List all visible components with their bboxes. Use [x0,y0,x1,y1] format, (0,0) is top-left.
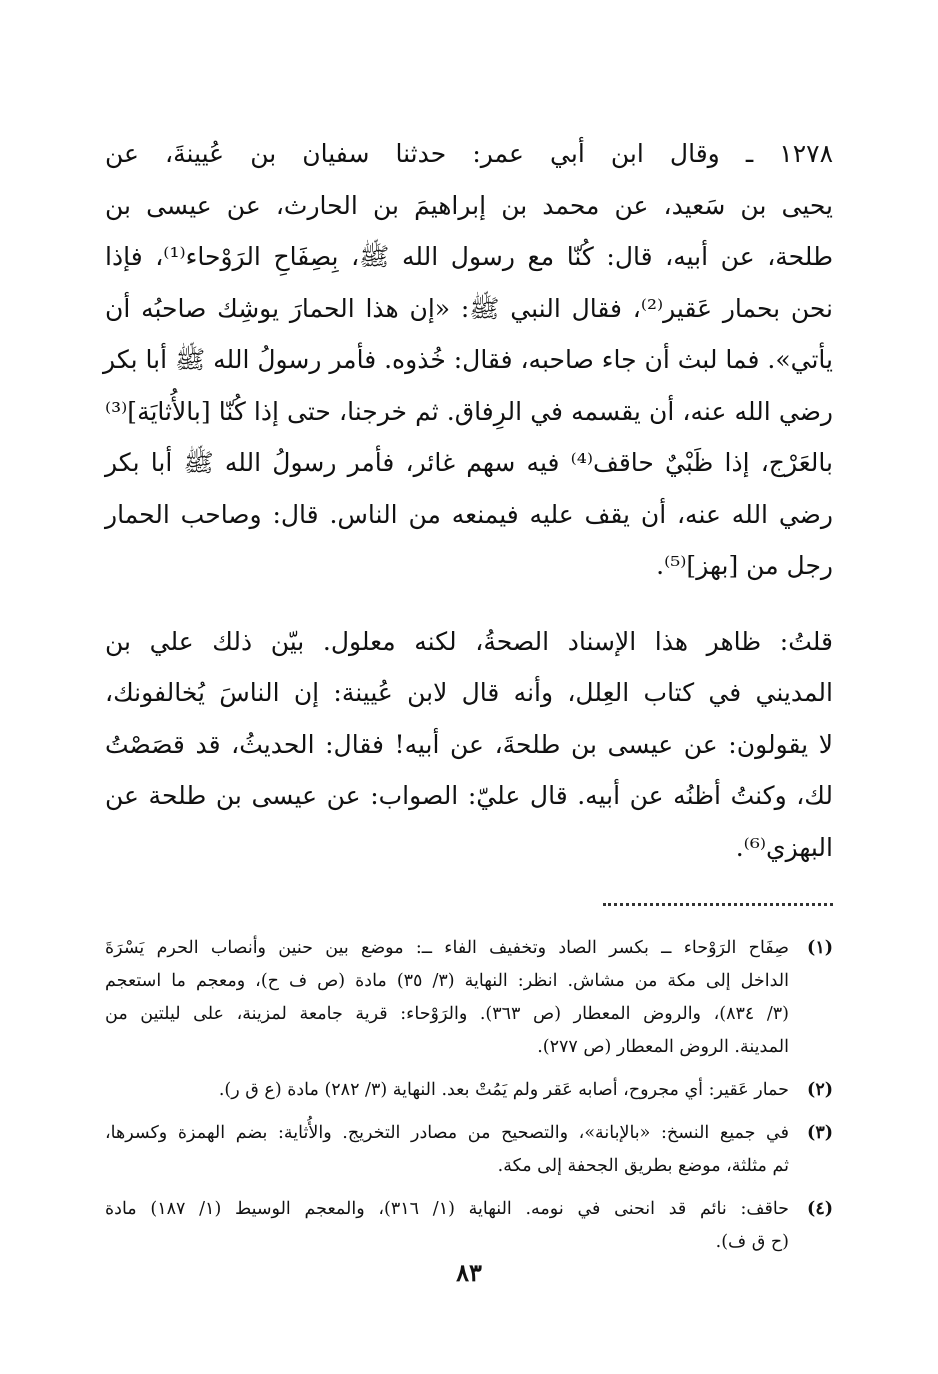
footnote-number: (١) [807,938,833,958]
text-line: البهزي⁽⁶⁾. [735,832,833,862]
text-line: المديني في كتاب العِلل، وأنه قال لابن عُيينة: إن الناسَ يُخالفونك، [105,678,833,707]
text-line: بالعَرْج، إذا ظَبْيٌ حاقف⁽⁴⁾ فيه سهم غائر، فأمر رسولُ الله ﷺ أبا بكر [105,448,833,477]
footnote-number: (٣) [807,1123,833,1143]
footnote-body [105,1193,789,1259]
text-line: يحيى بن سَعيد، عن محمد بن إبراهيمَ بن الحارث، عن عيسى بن [105,190,833,220]
text-line: نحن بحمار عَقير⁽²⁾، فقال النبي ﷺ: «إن هذا الحمارَ يوشِك صاحبُه أن [105,293,833,323]
footnote-1 [105,932,833,1064]
text-line: طلحة، عن أبيه، قال: كُنّا مع رسول الله ﷺ، بِصِفَاحِ الرَوْحاء⁽¹⁾، فإذا [105,242,833,271]
text-line: رضي الله عنه، أن يقف عليه فيمنعه من الناس. قال: وصاحب الحمار [105,499,833,529]
commentary-paragraph [105,616,833,874]
footnote-line: (ح ق ف). [715,1232,789,1252]
text-line: لك، وكنتُ أظنُه عن أبيه. قال عليّ: الصواب: عن عيسى بن طلحة عن [105,781,833,810]
text-line: رضي الله عنه، أن يقسمه في الرِفاق. ثم خرجنا، حتى إذا كُنّا [بالأُثايَة]⁽³⁾ [105,396,833,426]
footnote-3 [105,1117,833,1183]
footnote-body [105,1074,789,1107]
page-number: ٨٣ [456,1258,482,1287]
footnote-line: ثم مثلثة، موضع بطريق الجحفة إلى مكة. [497,1156,789,1176]
footnote-line: الداخل إلى مكة من مشاش. انظر: النهاية (٣/ ٣٥) مادة (ص ف ح)، ومعجم ما استعجم [105,971,789,991]
text-line: لا يقولون: عن عيسى بن طلحةَ، عن أبيه! فقال: الحديثُ، قد قصَصْتُ [105,729,833,759]
hadith-paragraph [105,128,833,592]
footnote-line: حمار عَقير: أي مجروح، أصابه عَقر ولم يَمُتْ بعد. النهاية (٣/ ٢٨٢) مادة (ع ق ر). [218,1080,789,1100]
footnote-separator-wrap [105,873,833,926]
footnotes [105,932,833,1259]
footnote-line: المدينة. الروض المعطار (ص ٢٧٧). [537,1037,789,1057]
footnote-line: صِفَاح الرَوْحاء ــ بكسر الصاد وتخفيف الفاء ــ: موضع بين حنين وأنصاب الحرم يَسْرَةَ [105,938,789,958]
text-line: رجل من [بهز]⁽⁵⁾. [656,551,833,580]
footnote-separator [603,903,833,926]
text-line: يأتي». فما لبث أن جاء صاحبه، فقال: خُذوه. فأمر رسولُ الله ﷺ أبا بكر [103,345,833,374]
footnote-body [105,932,789,1064]
footnote-number: (٤) [807,1199,833,1219]
footnote-2 [105,1074,833,1107]
footnote-line: (٣/ ٨٣٤)، والروض المعطار (ص ٣٦٣). والرَوْحاء: قرية جامعة لمزينة، على ليلتين من [105,1004,789,1024]
text-line: ١٢٧٨ ـ وقال ابن أبي عمر: حدثنا سفيان بن عُيينةَ، عن [105,139,833,168]
footnote-number: (٢) [807,1080,833,1100]
footnote-line: في جميع النسخ: «بالإبانة»، والتصحيح من مصادر التخريج. والأُثاية: بضم الهمزة وكسرها، [105,1123,789,1143]
footnote-line: حاقف: نائم قد انحنى في نومه. النهاية (١/ ٣١٦)، والمعجم الوسيط (١/ ١٨٧) مادة [105,1199,789,1219]
footnote-body [105,1117,789,1183]
text-line: قلتُ: ظاهر هذا الإسناد الصحةُ، لكنه معلول. بيّن ذلك علي بن [105,626,833,656]
footnote-4 [105,1193,833,1259]
